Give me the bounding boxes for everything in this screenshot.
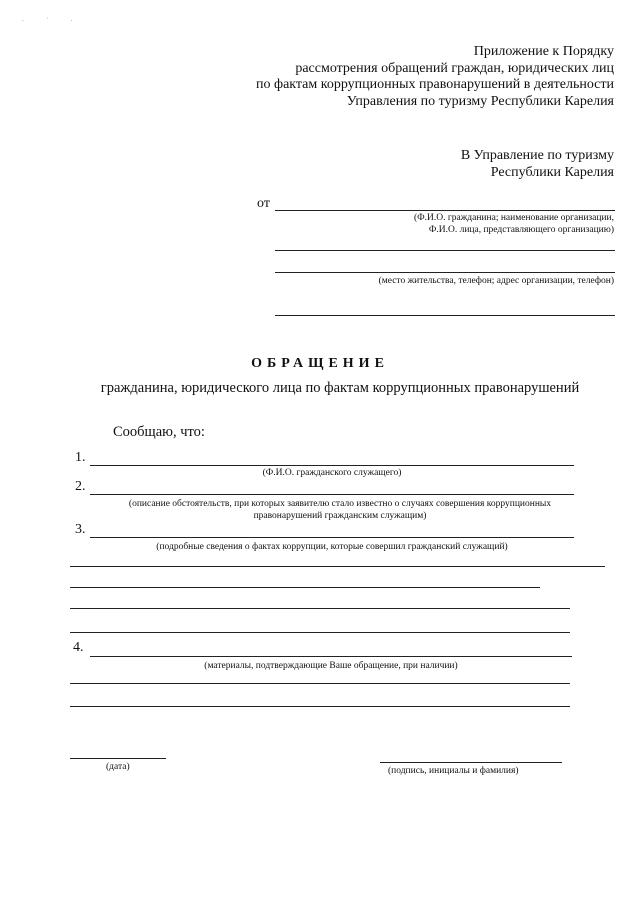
item-4-field[interactable]	[90, 656, 572, 657]
addressee-line: В Управление по туризму	[460, 148, 614, 163]
item-4-field-3[interactable]	[70, 706, 570, 707]
item-3-field-5[interactable]	[70, 632, 570, 633]
document-title: ОБРАЩЕНИЕ	[251, 356, 389, 371]
item-number-1: 1.	[75, 450, 86, 465]
caption-line: (Ф.И.О. гражданина; наименование организации,	[413, 213, 614, 223]
date-caption: (дата)	[106, 762, 130, 772]
intro-text: Сообщаю, что:	[113, 424, 205, 440]
item-3-caption: (подробные сведения о фактах коррупции, которые совершил гражданский служащий)	[156, 542, 508, 552]
item-1-caption: (Ф.И.О. гражданского служащего)	[262, 468, 402, 478]
caption-line: Ф.И.О. лица, представляющего организацию)	[428, 225, 614, 235]
scan-specks: . · .	[22, 14, 83, 23]
sender-address-field-2[interactable]	[275, 315, 615, 316]
addressee-line: Республики Карелия	[490, 164, 614, 180]
item-2-field[interactable]	[90, 494, 574, 495]
item-4-field-2[interactable]	[70, 683, 570, 684]
header-line: рассмотрения обращений граждан, юридических лиц	[295, 60, 614, 76]
sender-address-field[interactable]	[275, 272, 615, 273]
header-line: по фактам коррупционных правонарушений в деятельности	[256, 77, 614, 92]
document-subtitle: гражданина, юридического лица по фактам коррупционных правонарушений	[100, 380, 580, 396]
item-number-4: 4.	[73, 640, 84, 655]
from-label: от	[257, 196, 270, 211]
item-2-caption	[80, 498, 600, 522]
item-3-field-2[interactable]	[70, 566, 605, 567]
item-3-field[interactable]	[90, 537, 574, 538]
addressee-block	[314, 148, 614, 181]
sender-address-caption: (место жительства, телефон; адрес организации, телефон)	[378, 276, 614, 286]
item-1-field[interactable]	[90, 465, 574, 466]
sender-name-caption	[274, 212, 614, 236]
sender-name-field-2[interactable]	[275, 250, 615, 251]
item-3-field-4[interactable]	[70, 608, 570, 609]
header-line: Приложение к Порядку	[473, 44, 614, 59]
header-line: Управления по туризму Республики Карелия	[346, 93, 614, 109]
date-field[interactable]	[70, 758, 166, 759]
signature-field[interactable]	[380, 762, 562, 763]
item-4-caption: (материалы, подтверждающие Ваше обращение, при наличии)	[204, 661, 458, 671]
sender-name-field[interactable]	[275, 210, 615, 211]
item-3-field-3[interactable]	[70, 587, 540, 588]
caption-line: (описание обстоятельств, при которых заявителю стало известно о случаях совершения коррупционных	[128, 499, 552, 509]
signature-caption: (подпись, инициалы и фамилия)	[388, 766, 519, 776]
item-number-2: 2.	[75, 479, 86, 494]
item-number-3: 3.	[75, 522, 86, 537]
header-block	[194, 44, 614, 110]
caption-line: правонарушений гражданским служащим)	[253, 511, 427, 521]
